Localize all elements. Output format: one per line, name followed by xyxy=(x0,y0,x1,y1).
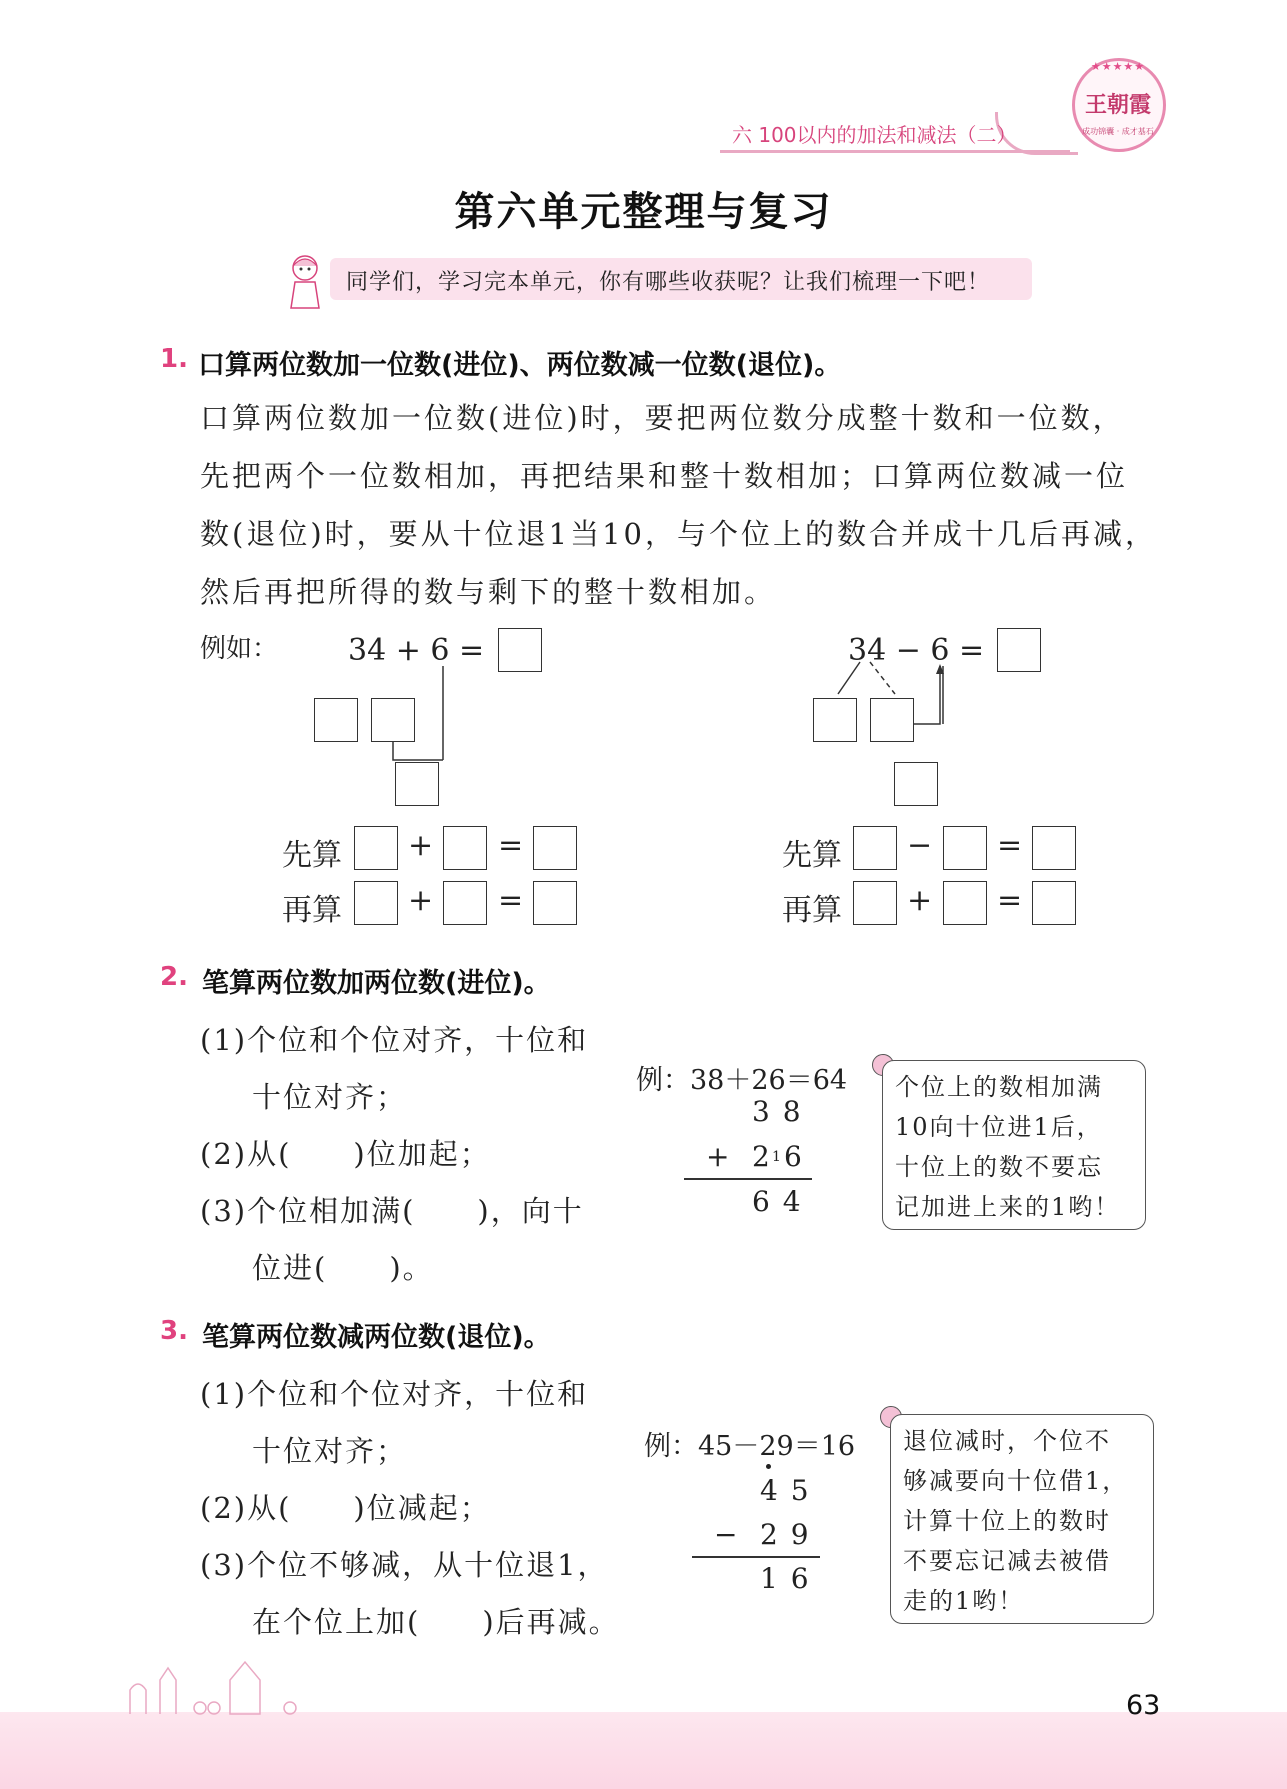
section-2-example: 例：38＋26＝64 xyxy=(636,1065,848,1096)
section-2-item-1-cont: 十位对齐； xyxy=(252,1080,408,1114)
section-2-item-2: (2)从( )位加起； xyxy=(200,1137,491,1171)
split-box[interactable] xyxy=(870,698,914,742)
section-3-heading: 笔算两位数减两位数(退位)。 xyxy=(202,1322,551,1353)
page-title: 第六单元整理与复习 xyxy=(454,189,833,235)
second-step-label: 再算 xyxy=(282,893,342,928)
vertical-operator: − xyxy=(714,1518,738,1551)
section-1-line-1: 口算两位数加一位数(进位)时，要把两位数分成整十数和一位数， xyxy=(200,401,1125,435)
section-1-line-3: 数(退位)时，要从十位退1当10，与个位上的数合并成十几后再减， xyxy=(200,517,1157,551)
tip-line: 退位减时，个位不 xyxy=(903,1427,1111,1455)
tip-line: 够减要向十位借1， xyxy=(903,1467,1129,1495)
step1-answer-box[interactable] xyxy=(1032,826,1076,870)
equals-sign: = xyxy=(997,883,1023,918)
example-label: 例如： xyxy=(200,634,279,664)
section-3-example: 例：45－29＝16 xyxy=(644,1431,856,1462)
step2-box[interactable] xyxy=(443,881,487,925)
second-step-label: 再算 xyxy=(782,893,842,928)
section-3-item-2: (2)从( )位减起； xyxy=(200,1491,491,1525)
tip-bubble xyxy=(890,1414,1154,1624)
tip-line: 记加进上来的1哟！ xyxy=(895,1193,1121,1221)
vertical-second-number: 2 9 xyxy=(760,1518,811,1551)
vertical-top-number: 3 8 xyxy=(752,1095,803,1128)
section-1-number: 1. xyxy=(160,344,188,374)
first-step-label: 先算 xyxy=(282,838,342,873)
section-1-line-4: 然后再把所得的数与剩下的整十数相加。 xyxy=(200,575,777,609)
section-2-item-1: (1)个位和个位对齐，十位和 xyxy=(200,1023,589,1057)
section-1-line-2: 先把两个一位数相加，再把结果和整十数相加；口算两位数减一位 xyxy=(200,459,1129,493)
plus-sign: + xyxy=(907,883,933,918)
step1-box[interactable] xyxy=(354,826,398,870)
tip-bubble xyxy=(882,1060,1146,1230)
plus-sign: + xyxy=(408,828,434,863)
equals-sign: = xyxy=(997,828,1023,863)
minus-sign: − xyxy=(907,828,933,863)
tip-line: 不要忘记减去被借 xyxy=(903,1547,1111,1575)
section-2-number: 2. xyxy=(160,962,188,992)
castle-decoration-icon xyxy=(120,1650,320,1716)
step2-answer-box[interactable] xyxy=(533,881,577,925)
tip-line: 个位上的数相加满 xyxy=(895,1073,1103,1101)
split-box[interactable] xyxy=(813,698,857,742)
step2-box[interactable] xyxy=(943,881,987,925)
logo-stars: ★★★★★ xyxy=(1090,60,1146,73)
vertical-top-number: 4 5 xyxy=(760,1474,811,1507)
add-expression: 34 + 6 = xyxy=(348,633,485,668)
vertical-second-ones: 6 xyxy=(784,1140,802,1173)
page-number: 63 xyxy=(1126,1690,1161,1721)
sub-expression: 34 − 6 = xyxy=(848,633,985,668)
step2-box[interactable] xyxy=(853,881,897,925)
tip-line: 计算十位上的数时 xyxy=(903,1507,1111,1535)
vertical-rule xyxy=(684,1178,812,1180)
vertical-result: 1 6 xyxy=(760,1562,811,1595)
section-3-item-3: (3)个位不够减，从十位退1， xyxy=(200,1548,609,1582)
vertical-result: 6 4 xyxy=(752,1185,803,1218)
first-step-label: 先算 xyxy=(782,838,842,873)
section-3-item-3-cont: 在个位上加( )后再减。 xyxy=(252,1605,620,1639)
vertical-rule xyxy=(692,1556,820,1558)
partial-diff-box[interactable] xyxy=(894,762,938,806)
section-3-number: 3. xyxy=(160,1316,188,1346)
section-1-heading: 口算两位数加一位数(进位)、两位数减一位数(退位)。 xyxy=(198,350,842,381)
step2-box[interactable] xyxy=(354,881,398,925)
logo-name: 王朝霞 xyxy=(1084,92,1151,118)
equals-sign: = xyxy=(498,828,524,863)
plus-sign: + xyxy=(408,883,434,918)
section-3-item-1: (1)个位和个位对齐，十位和 xyxy=(200,1377,589,1411)
answer-box[interactable] xyxy=(997,628,1041,672)
tip-line: 走的1哟！ xyxy=(903,1587,1025,1615)
vertical-operator: + xyxy=(706,1140,730,1173)
step1-box[interactable] xyxy=(853,826,897,870)
footer-band xyxy=(0,1712,1287,1789)
logo-motto: 成功锦囊 · 成才基石 xyxy=(1082,127,1154,136)
step2-answer-box[interactable] xyxy=(1032,881,1076,925)
chapter-label: 六 100以内的加法和减法（二） xyxy=(732,123,1017,147)
borrow-dot xyxy=(766,1464,771,1469)
section-2-item-3: (3)个位相加满( )，向十 xyxy=(200,1194,584,1228)
equals-sign: = xyxy=(498,883,524,918)
tip-line: 10向十位进1后， xyxy=(895,1113,1103,1141)
vertical-second-tens: 2 xyxy=(752,1140,770,1173)
intro-text: 同学们，学习完本单元，你有哪些收获呢？让我们梳理一下吧！ xyxy=(346,270,991,295)
tip-line: 十位上的数不要忘 xyxy=(895,1153,1103,1181)
step1-box[interactable] xyxy=(443,826,487,870)
step1-answer-box[interactable] xyxy=(533,826,577,870)
section-2-heading: 笔算两位数加两位数(进位)。 xyxy=(202,968,551,999)
carry-digit: 1 xyxy=(772,1149,781,1165)
section-2-item-3-cont: 位进( )。 xyxy=(252,1251,434,1285)
section-3-item-1-cont: 十位对齐； xyxy=(252,1434,408,1468)
step1-box[interactable] xyxy=(943,826,987,870)
